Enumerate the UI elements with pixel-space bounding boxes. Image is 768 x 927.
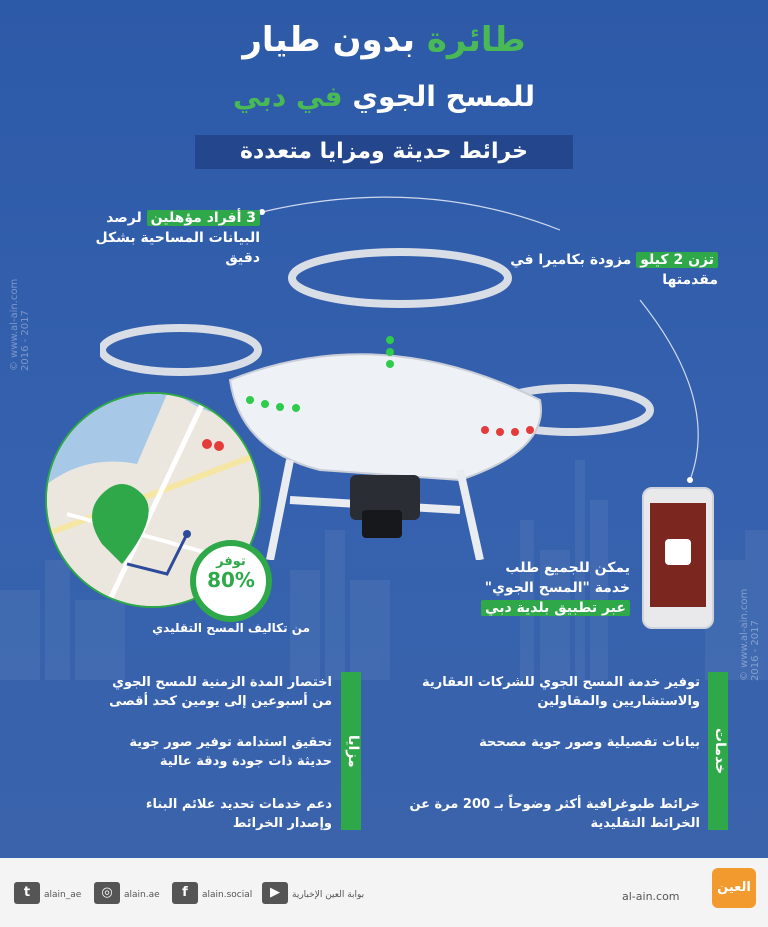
title2-white: للمسح الجوي	[352, 80, 536, 113]
watermark-right-years: 2016 - 2017	[750, 620, 761, 681]
app-note	[420, 558, 630, 618]
weight-highlight: تزن 2 كيلو	[636, 252, 718, 268]
service-2: بيانات تفصيلية وصور جوية مصححة	[479, 735, 700, 750]
watermark-left-years: 2016 - 2017	[20, 310, 31, 371]
savings-caption: من تكاليف المسح التقليدي	[152, 621, 310, 635]
twitter-icon[interactable]: t	[14, 882, 40, 904]
facebook-icon[interactable]: f	[172, 882, 198, 904]
site-url[interactable]: al-ain.com	[622, 890, 680, 903]
savings-badge	[190, 540, 272, 622]
advantage-3: دعم خدمات تحديد علائم البناء وإصدار الخرائط	[145, 797, 332, 831]
brand-logo: العين	[712, 868, 756, 908]
app-line3	[420, 598, 630, 618]
app-line3-highlight: عبر تطبيق بلدية دبي	[481, 600, 630, 616]
youtube-name[interactable]: بوابة العين الإخبارية	[292, 890, 365, 900]
staff-highlight: 3 أفراد مؤهلين	[147, 210, 260, 226]
youtube-icon[interactable]: ▶	[262, 882, 288, 904]
facebook-handle[interactable]: alain.social	[202, 890, 253, 900]
app-line1: يمكن للجميع طلب	[505, 560, 630, 576]
service-1: توفير خدمة المسح الجوي للشركات العقارية والاستشاريين والمقاولين	[422, 675, 700, 709]
watermark-right-url: © www.al-ain.com	[739, 588, 750, 681]
twitter-handle[interactable]: alain_ae	[44, 890, 82, 900]
instagram-handle[interactable]: alain.ae	[124, 890, 160, 900]
instagram-icon[interactable]: ◎	[94, 882, 120, 904]
app-icon	[665, 539, 691, 565]
savings-value: 80%	[207, 568, 255, 592]
title-white: بدون طيار	[242, 20, 415, 60]
subtitle: خرائط حديثة ومزايا متعددة	[195, 135, 573, 169]
advantage-1: اختصار المدة الزمنية للمسح الجوي من أسبوعين إلى يومين كحد أقصى	[109, 675, 332, 709]
phone-illustration	[642, 487, 714, 629]
staff-text: لرصد البيانات المساحية بشكل دقيق	[95, 210, 260, 266]
title-green: طائرة	[426, 20, 526, 60]
title2-green: في دبي	[232, 80, 343, 113]
weight-text: مزودة بكاميرا في مقدمتها	[510, 252, 718, 288]
service-3: خرائط طبوغرافية أكثر وضوحاً بـ 200 مرة عن الخرائط التقليدية	[409, 797, 700, 831]
services-label: خدمات	[708, 672, 728, 830]
advantages-label: مزايا	[341, 672, 361, 830]
watermark-left-url: © www.al-ain.com	[9, 278, 20, 371]
savings-label: توفر	[216, 554, 246, 569]
app-line2: خدمة "المسح الجوي"	[484, 580, 630, 596]
advantage-2: تحقيق استدامة توفير صور جوية حديثة ذات جودة ودقة عالية	[129, 735, 332, 769]
